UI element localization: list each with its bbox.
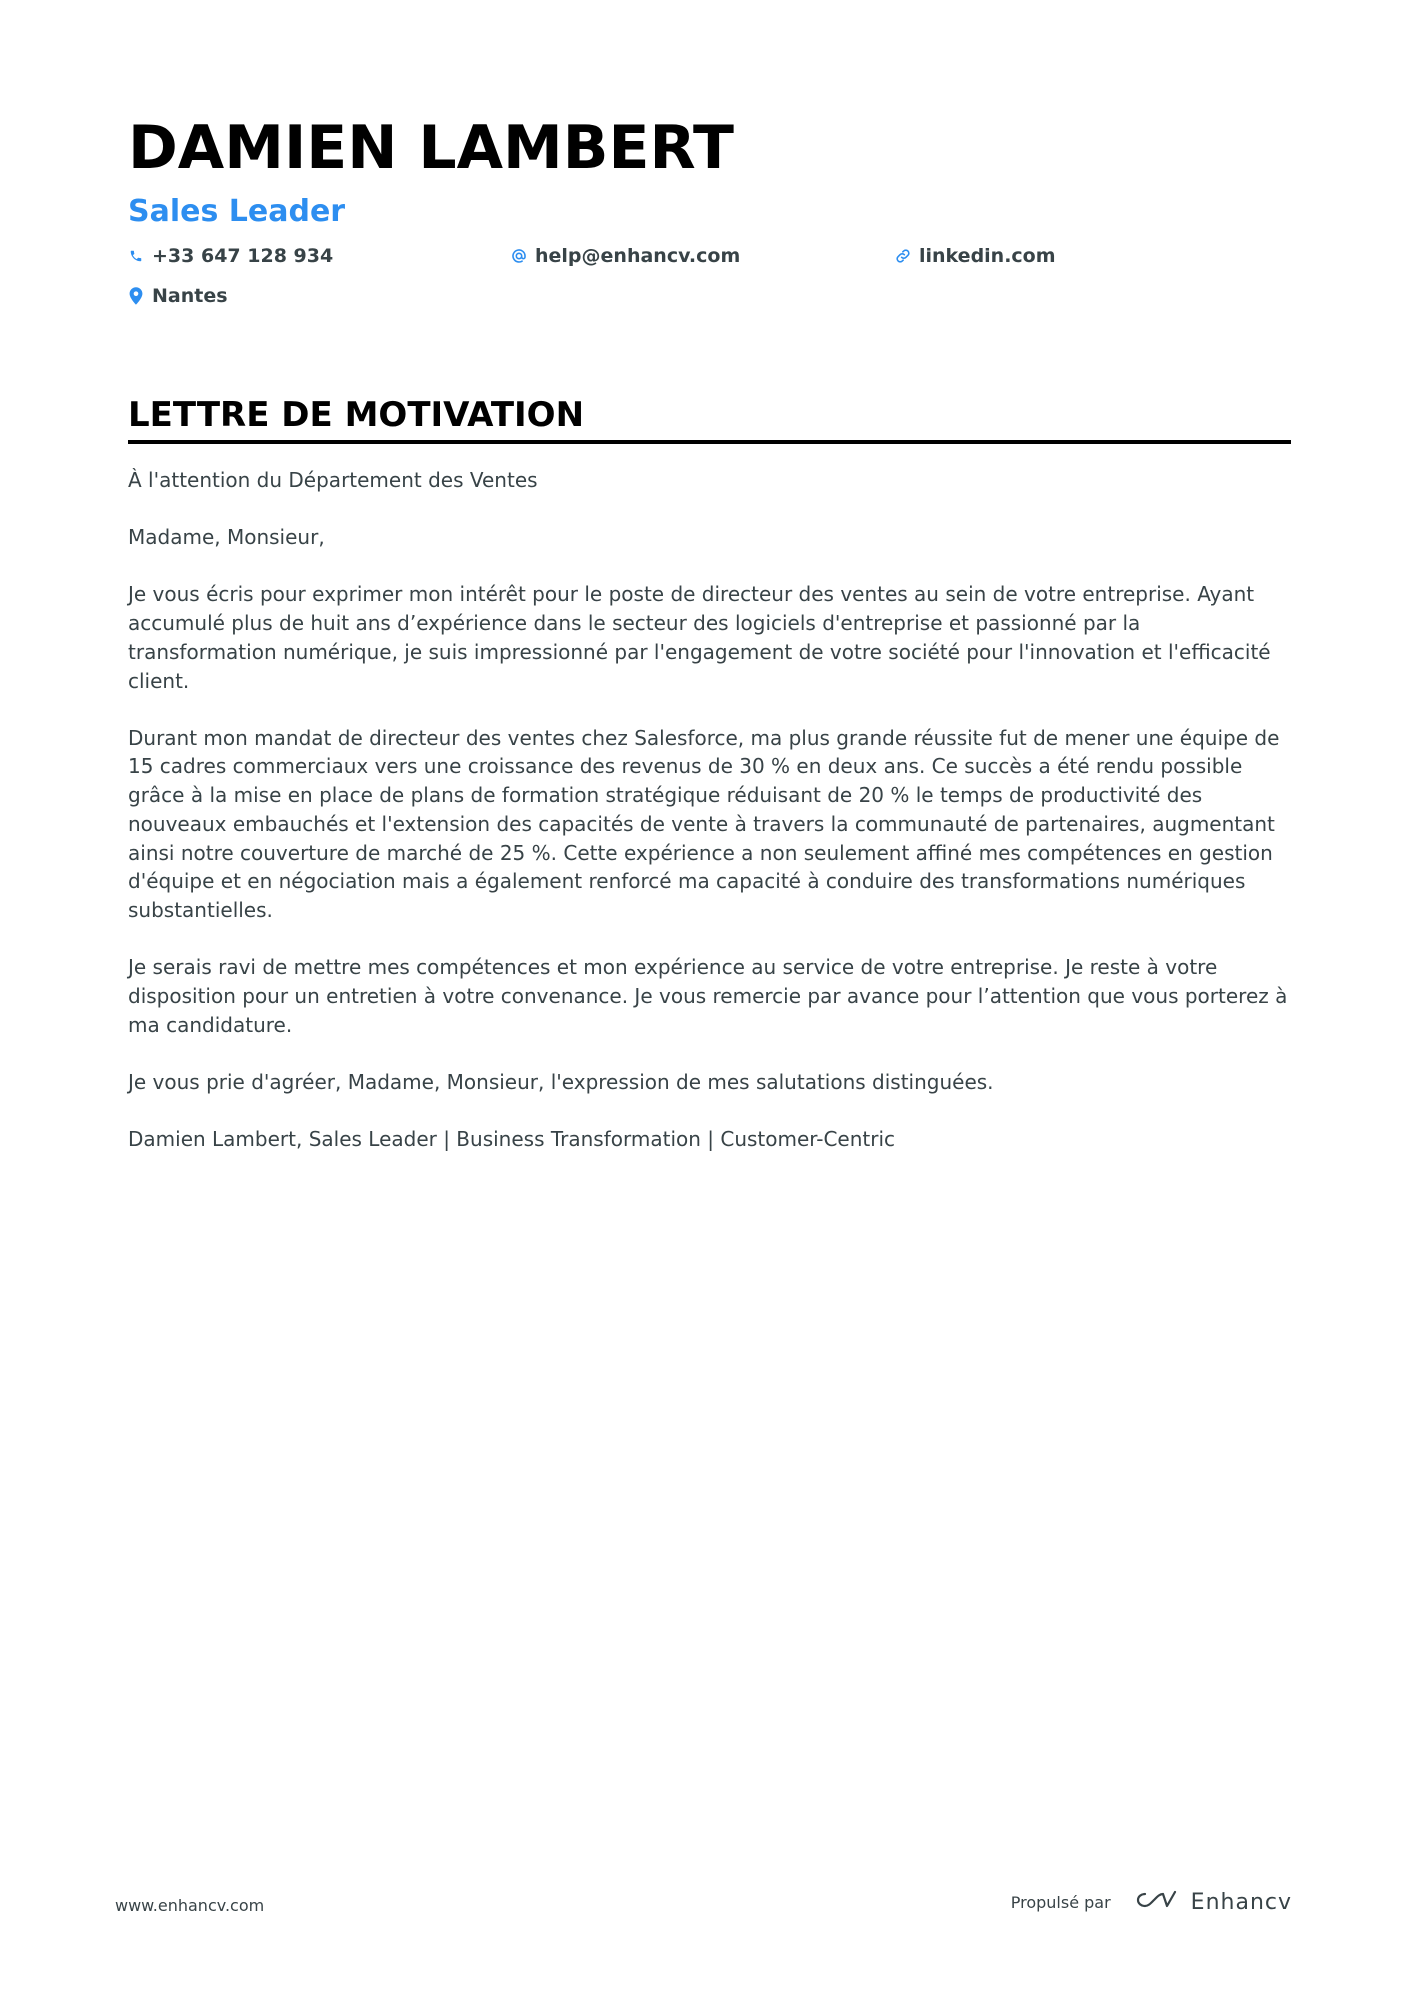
letter-body bbox=[128, 466, 1291, 1154]
section-title: LETTRE DE MOTIVATION bbox=[128, 395, 585, 435]
header bbox=[128, 108, 1291, 322]
cover-letter-section bbox=[128, 392, 1291, 1182]
location-text: Nantes bbox=[152, 285, 228, 307]
contact-info bbox=[128, 242, 1291, 322]
at-icon bbox=[511, 247, 527, 265]
contact-email[interactable] bbox=[511, 242, 740, 270]
letter-signature: Damien Lambert, Sales Leader | Business Transformation | Customer-Centric bbox=[128, 1126, 896, 1151]
footer-branding bbox=[1011, 1888, 1292, 1916]
map-pin-icon bbox=[128, 287, 144, 305]
candidate-name: DAMIEN LAMBERT bbox=[128, 113, 734, 183]
letter-recipient: À l'attention du Département des Ventes bbox=[128, 468, 538, 492]
phone-icon bbox=[128, 247, 144, 265]
candidate-title: Sales Leader bbox=[128, 194, 346, 229]
linkedin-text[interactable]: linkedin.com bbox=[919, 245, 1056, 267]
powered-by-text: Propulsé par bbox=[1010, 1892, 1111, 1912]
contact-phone bbox=[128, 242, 333, 270]
email-text[interactable]: help@enhancv.com bbox=[535, 245, 741, 267]
enhancv-logo-icon bbox=[1133, 1888, 1179, 1916]
brand-logo[interactable] bbox=[1133, 1888, 1292, 1916]
letter-closing: Je vous prie d'agréer, Madame, Monsieur, l'expression de mes salutations distinguées. bbox=[128, 1069, 994, 1094]
letter-salutation: Madame, Monsieur, bbox=[128, 525, 325, 550]
footer-website[interactable]: www.enhancv.com bbox=[115, 1896, 265, 1915]
phone-text: +33 647 128 934 bbox=[152, 245, 334, 267]
contact-location bbox=[128, 282, 228, 310]
link-icon bbox=[895, 247, 911, 265]
section-divider bbox=[128, 440, 1291, 444]
contact-linkedin[interactable] bbox=[895, 242, 1056, 270]
letter-paragraph-2: Durant mon mandat de directeur des ventes chez Salesforce, ma plus grande réussite fut de mener une équipe de 15 cadres commerciaux vers une croissance des revenus de 30 % en deux ans. Ce succès a été rendu possible grâce à la mise en place de plans de formation stratégique réduisant de 20 % le temps de productivité des nouveaux embauchés et l'extension des capacités de vente à travers la communauté de partenaires, augmentant ainsi notre couverture de marché de 25 %. Cette expérience a non seulement affiné mes compétences en gestion d'équipe et en négociation mais a également renforcé ma capacité à conduire des transformations numériques substantielles. bbox=[128, 725, 1280, 922]
letter-paragraph-3: Je serais ravi de mettre mes compétences et mon expérience au service de votre entreprise. Je reste à votre disposition pour un entretien à votre convenance. Je vous remercie par avance pour l’attention que vous porterez à ma candidature. bbox=[128, 955, 1288, 1037]
letter-paragraph-1: Je vous écris pour exprimer mon intérêt pour le poste de directeur des ventes au sein de votre entreprise. Ayant accumulé plus de huit ans d’expérience dans le secteur des logiciels d'entreprise et passionné par la transformation numérique, je suis impressionné par l'engagement de votre société pour l'innovation et l'efficacité client. bbox=[128, 582, 1271, 693]
brand-name: Enhancv bbox=[1190, 1889, 1292, 1915]
